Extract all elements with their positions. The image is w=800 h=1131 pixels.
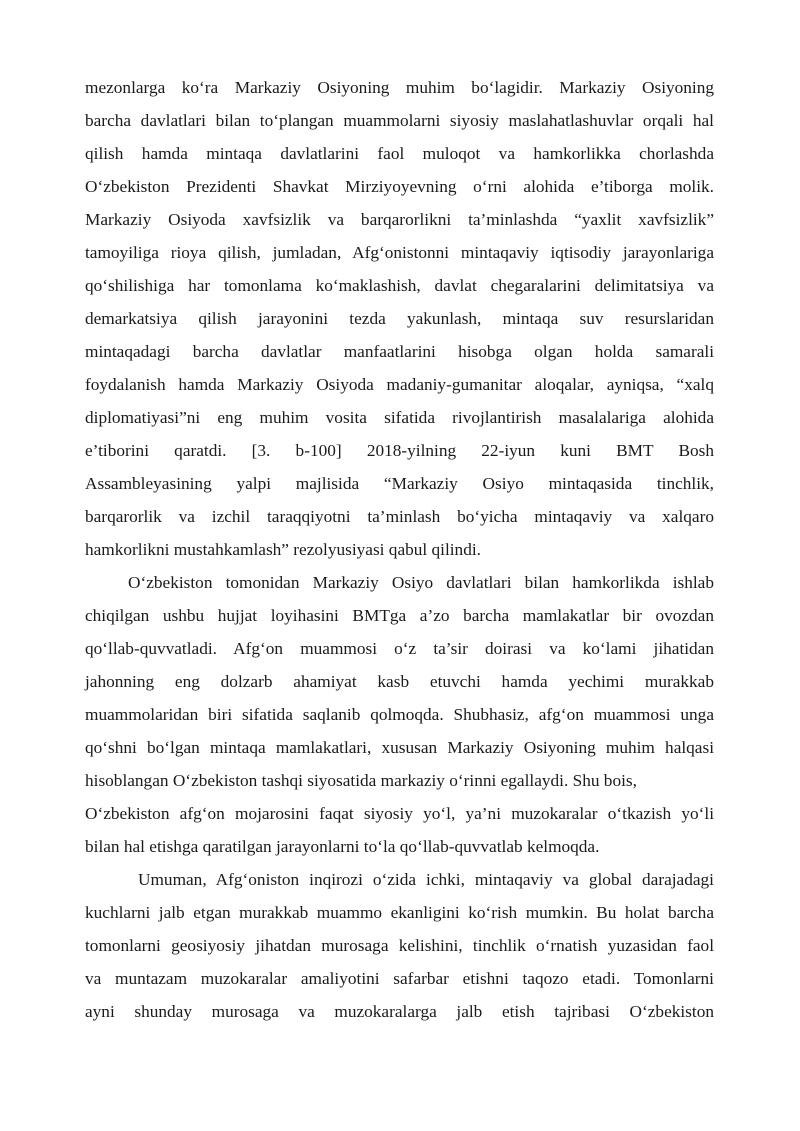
text-line: O‘zbekiston Prezidenti Shavkat Mirziyoyevning o‘rni alohida e’tiborga molik. — [85, 177, 714, 196]
text-line: foydalanish hamda Markaziy Osiyoda madaniy-gumanitar aloqalar, ayniqsa, “xalq — [85, 375, 714, 394]
text-line: mintaqadagi barcha davlatlar manfaatlarini hisobga olgan holda samarali — [85, 342, 714, 361]
text-line: barcha davlatlari bilan to‘plangan muammolarni siyosiy maslahatlashuvlar orqali hal — [85, 111, 714, 130]
text-line: e’tiborini qaratdi. [3. b-100] 2018-yilning 22-iyun kuni BMT Bosh — [85, 441, 714, 460]
text-line: barqarorlik va izchil taraqqiyotni ta’minlash bo‘yicha mintaqaviy va xalqaro — [85, 507, 714, 526]
paragraph-end-line: hamkorlikni mustahkamlash” rezolyusiyasi qabul qilindi. — [85, 540, 481, 559]
text-line: ayni shunday murosaga va muzokaralarga jalb etish tajribasi O‘zbekiston — [85, 1002, 714, 1021]
text-line: qo‘llab-quvvatladi. Afg‘on muammosi o‘z ta’sir doirasi va ko‘lami jihatidan — [85, 639, 714, 658]
text-line: demarkatsiya qilish jarayonini tezda yakunlash, mintaqa suv resurslaridan — [85, 309, 714, 328]
text-line: diplomatiyasi”ni eng muhim vosita sifatida rivojlantirish masalalariga alohida — [85, 408, 714, 427]
text-line: Markaziy Osiyoda xavfsizlik va barqarorlikni ta’minlashda “yaxlit xavfsizlik” — [85, 210, 714, 229]
text-line: tomonlarni geosiyosiy jihatdan murosaga kelishini, tinchlik o‘rnatish yuzasidan faol — [85, 936, 714, 955]
text-line: qo‘shilishiga har tomonlama ko‘maklashish, davlat chegaralarini delimitatsiya va — [85, 276, 714, 295]
text-line: chiqilgan ushbu hujjat loyihasini BMTga a’zo barcha mamlakatlar bir ovozdan — [85, 606, 714, 625]
text-line: qilish hamda mintaqa davlatlarini faol muloqot va hamkorlikka chorlashda — [85, 144, 714, 163]
text-line: qo‘shni bo‘lgan mintaqa mamlakatlari, xususan Markaziy Osiyoning muhim halqasi — [85, 738, 714, 757]
text-line: hisoblangan O‘zbekiston tashqi siyosatida markaziy o‘rinni egallaydi. Shu bois, — [85, 771, 637, 790]
text-line: va muntazam muzokaralar amaliyotini safarbar etishni taqozo etadi. Tomonlarni — [85, 969, 714, 988]
paragraph-first-line: Umuman, Afg‘oniston inqirozi o‘zida ichki, mintaqaviy va global darajadagi — [138, 870, 714, 889]
text-line: O‘zbekiston afg‘on mojarosini faqat siyosiy yo‘l, ya’ni muzokaralar o‘tkazish yo‘li — [85, 804, 714, 823]
text-line: muammolaridan biri sifatida saqlanib qolmoqda. Shubhasiz, afg‘on muammosi unga — [85, 705, 714, 724]
paragraph-first-line: O‘zbekiston tomonidan Markaziy Osiyo davlatlari bilan hamkorlikda ishlab — [128, 573, 714, 592]
paragraph-end-line: bilan hal etishga qaratilgan jarayonlarni to‘la qo‘llab-quvvatlab kelmoqda. — [85, 837, 600, 856]
text-line: tamoyiliga rioya qilish, jumladan, Afg‘onistonni mintaqaviy iqtisodiy jarayonlariga — [85, 243, 714, 262]
text-line: mezonlarga ko‘ra Markaziy Osiyoning muhim bo‘lagidir. Markaziy Osiyoning — [85, 78, 714, 97]
text-line: Assambleyasining yalpi majlisida “Markaziy Osiyo mintaqasida tinchlik, — [85, 474, 714, 493]
text-line: jahonning eng dolzarb ahamiyat kasb etuvchi hamda yechimi murakkab — [85, 672, 714, 691]
text-line: kuchlarni jalb etgan murakkab muammo ekanligini ko‘rish mumkin. Bu holat barcha — [85, 903, 714, 922]
